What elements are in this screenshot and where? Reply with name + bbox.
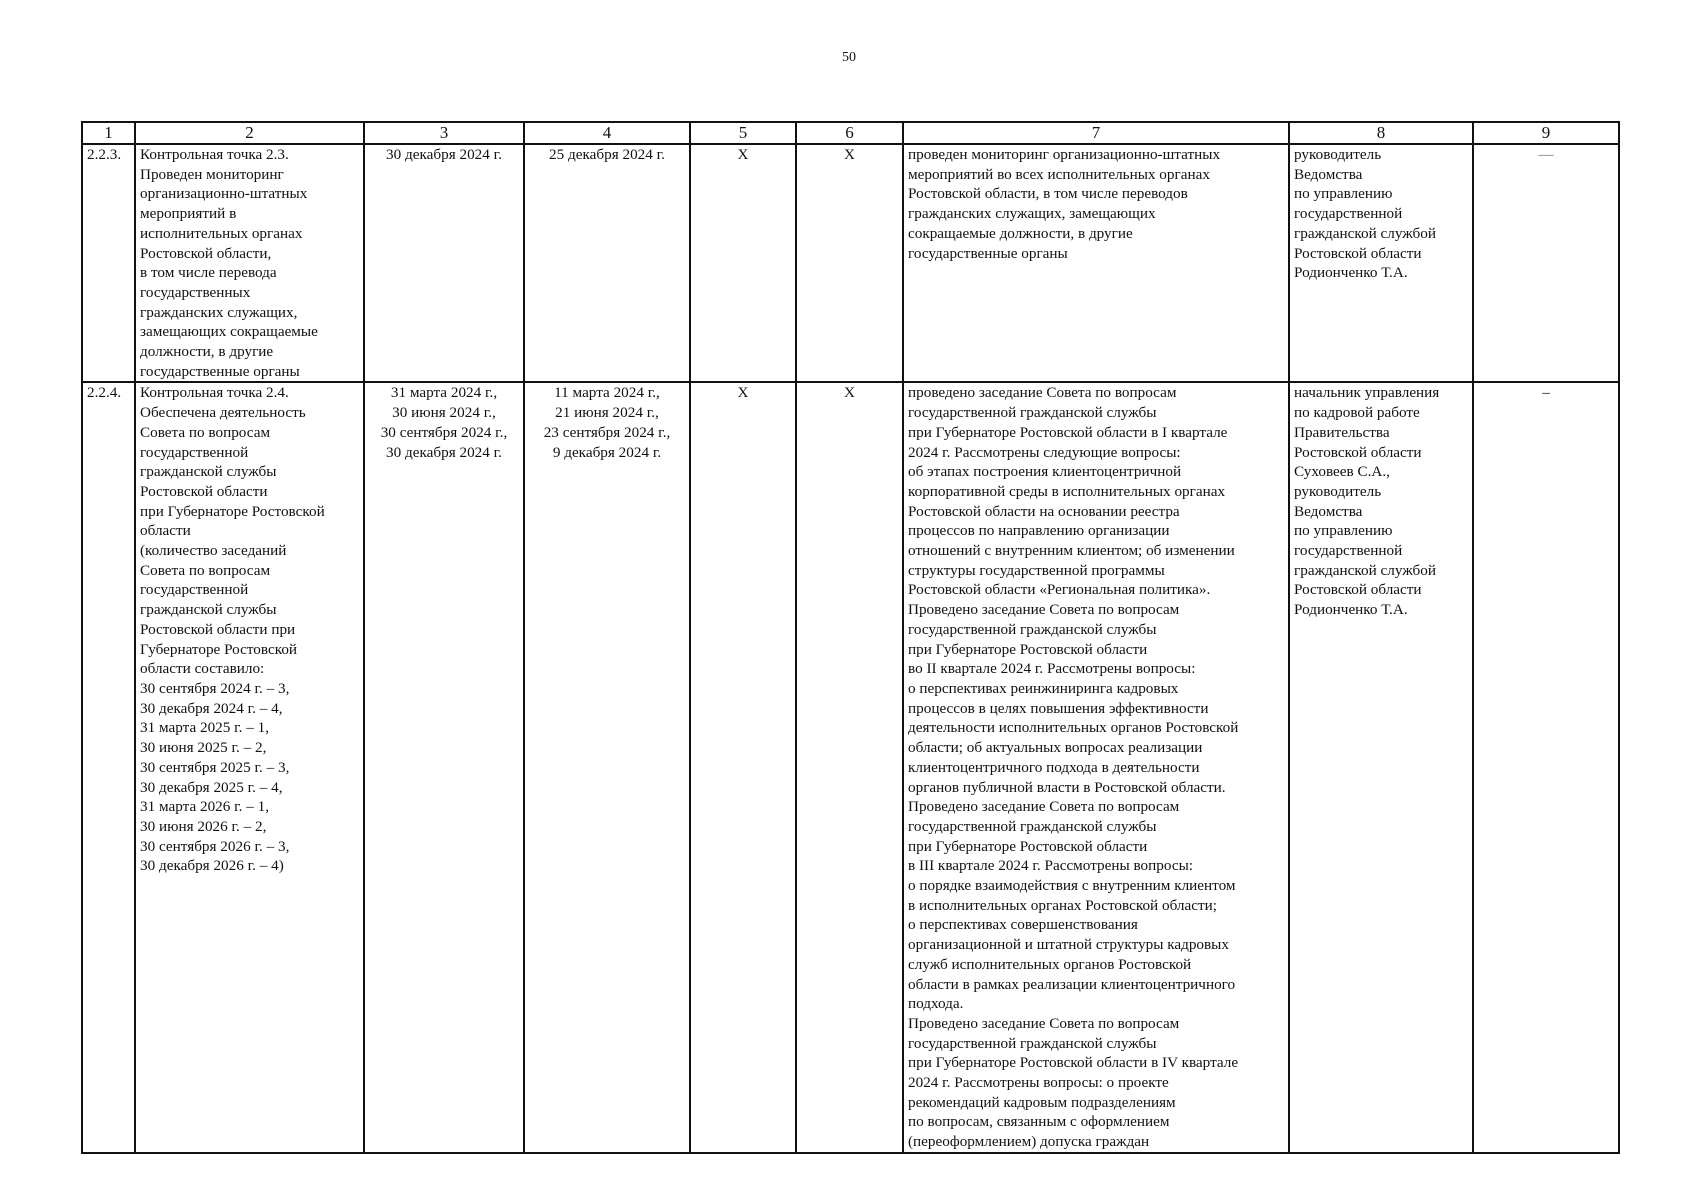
row-number: 2.2.3. bbox=[82, 144, 135, 382]
fact-date: 25 декабря 2024 г. bbox=[524, 144, 690, 382]
plan-date: 30 декабря 2024 г. bbox=[364, 144, 524, 382]
col6-value: Х bbox=[796, 382, 903, 1152]
control-point-name: Контрольная точка 2.3. Проведен мониторинг организационно-штатных мероприятий в исполнительных органах Ростовской области, в том числе перевода государственных гражданских служащих, замещающих сокращаемые должности, в другие государственные органы bbox=[135, 144, 364, 382]
responsible-person: начальник управления по кадровой работе Правительства Ростовской области Суховеев С.А., руководитель Ведомства по управлению государственной гражданской службой Ростовской области Родионченко Т.А. bbox=[1289, 382, 1473, 1152]
fact-date: 11 марта 2024 г., 21 июня 2024 г., 23 сентября 2024 г., 9 декабря 2024 г. bbox=[524, 382, 690, 1152]
header-col-9: 9 bbox=[1473, 122, 1619, 144]
col5-value: Х bbox=[690, 382, 796, 1152]
header-col-3: 3 bbox=[364, 122, 524, 144]
col5-value: Х bbox=[690, 144, 796, 382]
page-number: 50 bbox=[842, 50, 856, 65]
header-col-6: 6 bbox=[796, 122, 903, 144]
header-col-1: 1 bbox=[82, 122, 135, 144]
plan-date: 31 марта 2024 г., 30 июня 2024 г., 30 сентября 2024 г., 30 декабря 2024 г. bbox=[364, 382, 524, 1152]
row-number: 2.2.4. bbox=[82, 382, 135, 1152]
header-col-7: 7 bbox=[903, 122, 1289, 144]
header-col-4: 4 bbox=[524, 122, 690, 144]
report-table bbox=[81, 121, 1620, 1154]
result-description: проведен мониторинг организационно-штатных мероприятий во всех исполнительных органах Ростовской области, в том числе переводов гражданских служащих, замещающих сокращаемые должности, в другие государственные органы bbox=[903, 144, 1289, 382]
control-point-name: Контрольная точка 2.4. Обеспечена деятельность Совета по вопросам государственной гражданской службы Ростовской области при Губернаторе Ростовской области (количество заседаний Совета по вопросам государственной гражданской службы Ростовской области при Губернаторе Ростовской области составило: 30 сентября 2024 г. – 3, 30 декабря 2024 г. – 4, 31 марта 2025 г. – 1, 30 июня 2025 г. – 2, 30 сентября 2025 г. – 3, 30 декабря 2025 г. – 4, 31 марта 2026 г. – 1, 30 июня 2026 г. – 2, 30 сентября 2026 г. – 3, 30 декабря 2026 г. – 4) bbox=[135, 382, 364, 1152]
table-row bbox=[82, 382, 1619, 1152]
col9-value: — bbox=[1473, 144, 1619, 382]
result-description: проведено заседание Совета по вопросам государственной гражданской службы при Губернаторе Ростовской области в I квартале 2024 г. Рассмотрены следующие вопросы: об этапах построения клиентоцентричной корпоративной среды в исполнительных органах Ростовской области на основании реестра процессов по направлению организации отношений с внутренним клиентом; об изменении структуры государственной программы Ростовской области «Региональная политика». Проведено заседание Совета по вопросам государственной гражданской службы при Губернаторе Ростовской области во II квартале 2024 г. Рассмотрены вопросы: о перспективах реинжиниринга кадровых процессов в целях повышения эффективности деятельности исполнительных органов Ростовской области; об актуальных вопросах реализации клиентоцентричного подхода в деятельности органов публичной власти в Ростовской области. Проведено заседание Совета по вопросам государственной гражданской службы при Губернаторе Ростовской области в III квартале 2024 г. Рассмотрены вопросы: о порядке взаимодействия с внутренним клиентом в исполнительных органах Ростовской области; о перспективах совершенствования организационной и штатной структуры кадровых служб исполнительных органов Ростовской области в рамках реализации клиентоцентричного подхода. Проведено заседание Совета по вопросам государственной гражданской службы при Губернаторе Ростовской области в IV квартале 2024 г. Рассмотрены вопросы: о проекте рекомендаций кадровым подразделениям по вопросам, связанным с оформлением (переоформлением) допуска граждан bbox=[903, 382, 1289, 1152]
header-col-8: 8 bbox=[1289, 122, 1473, 144]
header-row bbox=[82, 122, 1619, 144]
header-col-2: 2 bbox=[135, 122, 364, 144]
responsible-person: руководитель Ведомства по управлению государственной гражданской службой Ростовской области Родионченко Т.А. bbox=[1289, 144, 1473, 382]
table-row bbox=[82, 144, 1619, 382]
col9-value: – bbox=[1473, 382, 1619, 1152]
header-col-5: 5 bbox=[690, 122, 796, 144]
col6-value: Х bbox=[796, 144, 903, 382]
